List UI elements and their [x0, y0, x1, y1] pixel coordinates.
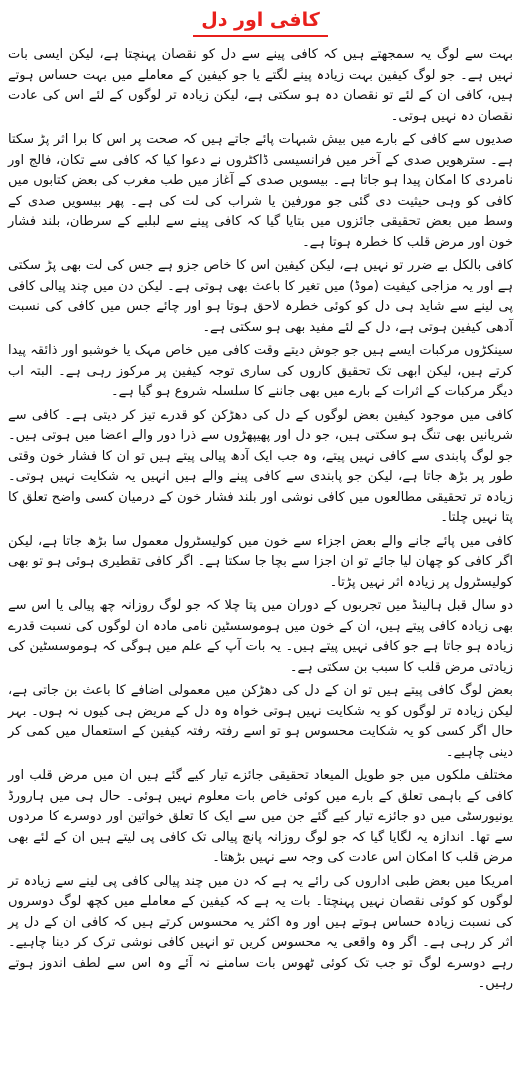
paragraph-4: سینکڑوں مرکبات ایسے ہیں جو جوش دیتے وقت کافی میں خاص مہک یا خوشبو اور ذائقہ پیدا کرتے ہیں، لیکن ابھی تک تحقیق کاروں کی ساری توجہ کیفین پر مرکوز رہی ہے۔ البتہ اب دیگر مرکبات کے اثرات کے بارے میں بھی جاننے کا سلسلہ شروع ہو گیا ہے۔ — [8, 343, 513, 399]
paragraph-8: بعض لوگ کافی پیتے ہیں تو ان کے دل کی دھڑکن میں معمولی اضافے کا باعث بن جاتی ہے، لیکن زیادہ تر لوگوں کو یہ شکایت نہیں ہوتی خواہ وہ دل کے مریض ہی کیوں نہ ہوں۔ بہر حال اگر کسی کو یہ شکایت محسوس ہو تو اسے رفتہ رفتہ کیفین کے استعمال میں کمی کر دینی چاہیے۔ — [8, 683, 513, 760]
article-title — [8, 6, 513, 37]
paragraph-2: صدیوں سے کافی کے بارے میں بیش شبہات پائے جاتے ہیں کہ صحت پر اس کا برا اثر پڑ سکتا ہے۔ سترھویں صدی کے آخر میں فرانسیسی ڈاکٹروں نے دعوا کیا کہ کافی سے تکان، فالج اور نامردی کا امکان پیدا ہو جاتا ہے۔ بیسویں صدی کے آغاز میں طب مغرب کی بعض کتابوں میں کافی کو وہی حیثیت دی گئی جو مورفین یا شراب کی لت کی ہے۔ پھر بیسویں صدی کے وسط میں بعض تحقیقی جائزوں میں بتایا گیا کہ کافی پینے سے لبلبے کے سرطان، بلند فشار خون اور مرض قلب کا خطرہ ہوتا ہے۔ — [8, 132, 513, 250]
paragraph-10: امریکا میں بعض طبی اداروں کی رائے یہ ہے کہ دن میں چند پیالی کافی پی لینے سے زیادہ تر لوگوں کو کوئی نقصان نہیں پہنچتا۔ بات یہ ہے کہ کیفین کے معاملے میں کچھ لوگ دوسروں کی نسبت زیادہ حساس ہوتے ہیں اور وہ اکثر یہ محسوس کرتے ہیں کہ کافی ان کے دل پر اثر کر رہی ہے۔ اگر وہ واقعی یہ محسوس کریں تو انہیں کافی نوشی ترک کر دینا چاہیے۔ رہے دوسرے لوگ تو جب تک کوئی ٹھوس بات سامنے نہ آئے وہ اس سے لطف اندوز ہوتے رہیں۔ — [8, 873, 513, 991]
paragraph-3: کافی بالکل بے ضرر تو نہیں ہے، لیکن کیفین اس کا خاص جزو ہے جس کی لت بھی پڑ سکتی ہے اور یہ مزاجی کیفیت (موڈ) میں تغیر کا باعث بھی ہوتی ہے۔ لیکن دن میں چند پیالی کافی پی لینے سے شاید ہی دل کو کوئی خطرہ لاحق ہوتا ہو اور چائے جس میں کافی کی نسبت آدھی کیفین ہوتی ہے، دل کے لئے مفید بھی ہو سکتی ہے۔ — [8, 258, 513, 335]
paragraph-6: کافی میں پائے جانے والے بعض اجزاء سے خون میں کولیسٹرول معمول سا بڑھ جاتا ہے، لیکن اگر کافی کو چھان لیا جائے تو ان اجزا سے بچا جا سکتا ہے۔ اگر کافی تقطیری ہوئی ہو تو بھی کولیسٹرول پر زیادہ اثر نہیں پڑتا۔ — [8, 533, 513, 590]
paragraph-5: کافی میں موجود کیفین بعض لوگوں کے دل کی دھڑکن کو قدرے تیز کر دیتی ہے۔ کافی سے شریانیں بھی تنگ ہو سکتی ہیں، جو دل اور پھیپھڑوں سے ذرا دور والے اعضا میں ہوتی ہیں۔ جو لوگ پابندی سے کافی نہیں پیتے، وہ جب ایک آدھ پیالی پیتے ہیں تو ان کا فشار خون وقتی طور پر بڑھ جاتا ہے، لیکن جو پابندی سے کافی پینے والے ہیں انہیں یہ شکایت نہیں ہوتی۔ زیادہ تر تحقیقی مطالعوں میں کافی نوشی اور بلند فشار خون کے درمیان کسی واضح تعلق کا پتا نہیں چلتا۔ — [8, 407, 513, 525]
paragraph-1: بہت سے لوگ یہ سمجھتے ہیں کہ کافی پینے سے دل کو نقصان پہنچتا ہے، لیکن ایسی بات نہیں ہے۔ جو لوگ کیفین بہت زیادہ پینے لگتے یا جو کیفین کے معاملے میں بہت حساس ہوتے ہیں، کافی ان کے لئے تو نقصان دہ ہو سکتی ہے، لیکن زیادہ تر لوگوں کے لئے اس کی عادت نقصان دہ نہیں ہوتی۔ — [8, 47, 513, 124]
paragraph-9: مختلف ملکوں میں جو طویل المیعاد تحقیقی جائزے تیار کیے گئے ہیں ان میں مرض قلب اور کافی کے باہمی تعلق کے بارے میں کوئی خاص بات معلوم نہیں ہوئی۔ حال ہی میں ہارورڈ یونیورسٹی میں دو جائزے تیار کیے گئے جن میں سے ایک کا تعلق خواتین اور دوسرے کا مردوں سے تھا۔ اندازہ یہ لگایا گیا کہ جو لوگ روزانہ پانچ پیالی تک کافی پی لیتے ہیں ان کے لئے بھی مرض قلب کا امکان اس عادت کی وجہ سے نہیں بڑھتا۔ — [8, 768, 513, 865]
article-title-text: کافی اور دل — [193, 6, 328, 37]
paragraph-7: دو سال قبل ہالینڈ میں تجربوں کے دوران میں پتا چلا کہ جو لوگ روزانہ چھ پیالی یا اس سے بھی زیادہ کافی پیتے ہیں، ان کے خون میں ہوموسسٹین نامی مادہ ان لوگوں کی نسبت قدرے زیادہ ہو جاتا ہے جو کافی نہیں پیتے ہیں۔ یہ بات آپ کے علم میں ہوگی کہ ہوموسسٹین کی زیادتی مرض قلب کا سبب بن سکتی ہے۔ — [8, 598, 513, 675]
